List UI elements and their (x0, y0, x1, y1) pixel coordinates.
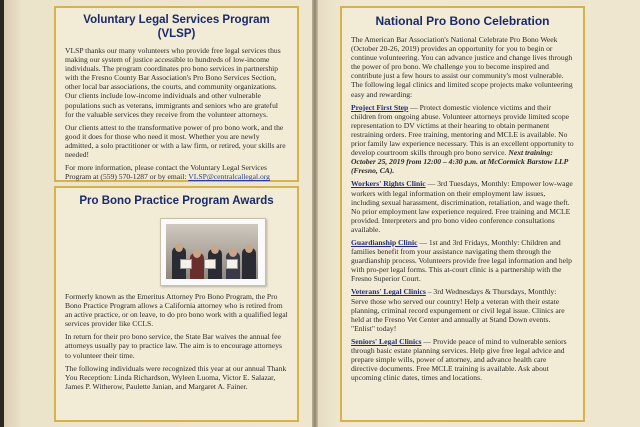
vlsp-paragraph-3 (65, 163, 288, 181)
clinic-guardianship (351, 238, 574, 283)
clinic-workers-rights (351, 179, 574, 234)
awards-paragraph-1: Formerly known as the Emeritus Attorney Pro Bono Program, the Pro Bono Practice Program allows a California attorney who is retired from an active practice, or on leave, to do pro bono work with a qualified legal services provider like CCLS. (65, 292, 288, 329)
vlsp-contact-text: For more information, please contact the Voluntary Legal Services Program at (559) 570-1287 or by email: (65, 163, 267, 182)
awards-body (65, 292, 288, 395)
celebration-title: National Pro Bono Celebration (375, 14, 550, 28)
vlsp-body (65, 46, 288, 181)
vlsp-box (54, 6, 299, 182)
clinic-text: — 3rd Tuesdays, Monthly: Empower low-wage workers with legal information on their employment law issues, including sexual harassment, discrimination, retaliation, and wage theft. No prior employment law experience required. Free training and MCLE provided. Interpreters and pro bono video conference consultations available. (351, 179, 573, 234)
clinic-text: — Provide peace of mind to vulnerable seniors through basic estate planning services. Help give free legal advice and prepare simple wills, power of attorney, and advance health care directive documents. Free MCLE training is available. Ask about upcoming clinic dates, times and locations. (351, 336, 567, 383)
clinic-text: – 3rd Wednesdays & Thursdays, Monthly: Serve those who served our country! Help a veteran with their estate planning, criminal record expungement or civil legal issue. Clinics are held at the Fresno Vet Center and annually at Stand Down events. "Enlist" today! (351, 287, 565, 333)
clinic-next-training: Next training: October 25, 2019 from 12:00 – 4:30 p.m. at McCormick Barstow LLP (Fresno, CA). (351, 148, 568, 176)
clinic-text: — 1st and 3rd Fridays, Monthly: Children and families benefit from your assistance navigating them through the guardianship process. Volunteers provide free legal information and help with pro-per legal forms. This at-court clinic is a partnership with the Fresno Superior Court. (351, 237, 572, 284)
clinic-heading[interactable]: Guardianship Clinic (351, 237, 418, 247)
awards-paragraph-2: In return for their pro bono service, the State Bar waives the annual fee attorneys usually pay to practice law. The aim is to encourage attorneys to volunteer their time. (65, 332, 282, 360)
awards-title: Pro Bono Practice Program Awards (79, 195, 274, 207)
celebration-box (340, 6, 585, 422)
vlsp-paragraph-2: Our clients attest to the transformative power of pro bono work, and the good it does for those who need it most. Whether you are newly admitted, a solo practitioner or with a law firm, or retired, your skills are needed! (65, 122, 286, 160)
clinic-veterans (351, 287, 574, 332)
celebration-intro: The American Bar Association's National Celebrate Pro Bono Week (October 20-26, 2019) provides an opportunity for you to begin or continue volunteering. You can advance justice and change lives through the power of pro bono. We challenge you to become inspired and contribute just a few hours to assist our community's most vulnerable. The following legal clinics and limited scope projects make volunteering easy and rewarding: (351, 35, 573, 99)
vlsp-email-link[interactable]: VLSP@centralcallegal.org (188, 172, 270, 182)
group-photo-icon (160, 218, 266, 286)
awards-box (54, 186, 299, 422)
clinic-heading[interactable]: Seniors' Legal Clinics (351, 336, 422, 346)
clinic-heading[interactable]: Workers' Rights Clinic (351, 179, 426, 189)
clinic-text: — Protect domestic violence victims and their children from ongoing abuse. Volunteer attorneys provide limited scope representation to DV victims at their hearing to obtain permanent restraining orders. Free training, mentoring and MCLE is available. No prior family law experience necessary. This is an excellent opportunity to develop courtroom skills through pro bono service. (351, 102, 574, 158)
clinic-heading[interactable]: Project First Step (351, 102, 409, 112)
clinic-project-first-step (351, 103, 574, 176)
clinic-seniors (351, 337, 574, 382)
group-photo (166, 224, 258, 279)
celebration-body (351, 35, 574, 382)
awards-paragraph-3: The following individuals were recognized this year at our annual Thank You Reception: Linda Richardson, Wyleen Luoma, Victor E. Salazar, James P. Witherow, Paulette Janian, and Margaret A. Fainer. (65, 363, 287, 391)
vlsp-paragraph-1: VLSP thanks our many volunteers who provide free legal services thus making our system of justice accessible to hundreds of low-income individuals. The program coordinates pro bono services in partnership with the Fresno County Bar Association's Pro Bono Services Section, other local bar associations, the courts, and community organizations. Our clients include low-income individuals and other vulnerable populations such as veterans, immigrants and seniors who are grateful for the valuable services they receive from the volunteer attorneys. (65, 46, 281, 119)
clinic-heading[interactable]: Veterans' Legal Clinics (351, 287, 426, 297)
vlsp-title: Voluntary Legal Services Program (VLSP) (83, 14, 270, 40)
